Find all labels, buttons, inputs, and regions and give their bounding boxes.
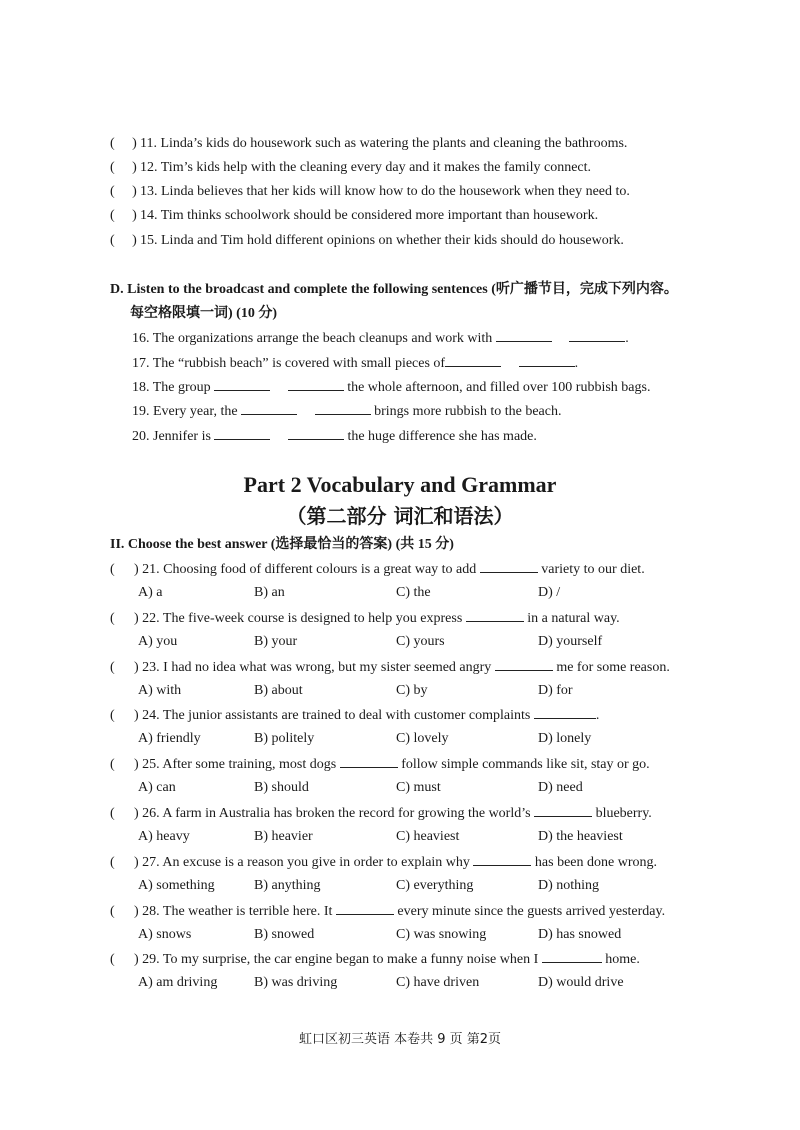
option-a[interactable]: A) something — [138, 878, 215, 893]
question-text: ) 29. To my surprise, the car engine began to make a funny noise when I — [134, 952, 539, 967]
question-text: ) 22. The five-week course is designed to help you express — [134, 611, 463, 626]
question-text-end: the whole afternoon, and filled over 100 rubbish bags. — [347, 380, 651, 395]
option-b[interactable]: B) heavier — [254, 829, 313, 844]
question-text: 20. Jennifer is — [132, 429, 211, 444]
question-19 — [132, 402, 561, 421]
option-d[interactable]: D) the heaviest — [538, 829, 623, 844]
option-c[interactable]: C) was snowing — [396, 927, 487, 942]
question-text: 15. Linda and Tim hold different opinions on whether their kids should do housework. — [140, 233, 624, 248]
question-text-end: every minute since the guests arrived yesterday. — [397, 904, 666, 919]
option-c[interactable]: C) by — [396, 683, 428, 698]
question-text: 19. Every year, the — [132, 404, 238, 419]
question-29 — [110, 950, 640, 969]
question-text: ) 23. I had no idea what was wrong, but my sister seemed angry — [134, 660, 492, 675]
question-24 — [110, 706, 599, 725]
option-d[interactable]: D) / — [538, 585, 561, 600]
answer-blank[interactable] — [214, 378, 270, 391]
question-25 — [110, 755, 650, 774]
question-11 — [110, 135, 627, 153]
question-26 — [110, 804, 652, 823]
section-d-heading: D. Listen to the broadcast and complete the following sentences (听广播节目，完成下列内容。 — [110, 282, 678, 297]
answer-bracket[interactable]: ( — [110, 806, 115, 821]
option-c[interactable]: C) lovely — [396, 731, 449, 746]
question-text-end: me for some reason. — [556, 660, 670, 675]
option-b[interactable]: B) politely — [254, 731, 315, 746]
answer-bracket[interactable]: ( — [110, 855, 115, 870]
answer-blank[interactable] — [473, 853, 531, 866]
answer-blank[interactable] — [466, 609, 524, 622]
question-text-end: has been done wrong. — [534, 855, 657, 870]
option-a[interactable]: A) you — [138, 634, 178, 649]
question-text: ) 21. Choosing food of different colours is a great way to add — [134, 562, 477, 577]
answer-blank[interactable] — [315, 402, 371, 415]
option-b[interactable]: B) your — [254, 634, 298, 649]
answer-blank[interactable] — [569, 329, 625, 342]
option-d[interactable]: D) nothing — [538, 878, 600, 893]
option-c[interactable]: C) have driven — [396, 975, 480, 990]
question-21 — [110, 560, 645, 579]
answer-bracket[interactable]: ( ) — [110, 208, 137, 223]
question-28 — [110, 902, 665, 921]
answer-blank[interactable] — [480, 560, 538, 573]
option-a[interactable]: A) friendly — [138, 731, 201, 746]
question-text-end: follow simple commands like sit, stay or go. — [401, 757, 650, 772]
question-text-end: . — [595, 708, 600, 723]
answer-bracket[interactable]: ( — [110, 904, 115, 919]
answer-bracket[interactable]: ( — [110, 660, 115, 675]
answer-blank[interactable] — [542, 950, 602, 963]
answer-blank[interactable] — [241, 402, 297, 415]
answer-bracket[interactable]: ( — [110, 952, 115, 967]
question-text: 18. The group — [132, 380, 211, 395]
option-b[interactable]: B) an — [254, 585, 285, 600]
question-14 — [110, 207, 598, 225]
option-a[interactable]: A) snows — [138, 927, 192, 942]
option-a[interactable]: A) can — [138, 780, 176, 795]
option-d[interactable]: D) would drive — [538, 975, 624, 990]
option-c[interactable]: C) yours — [396, 634, 445, 649]
part-title: Part 2 Vocabulary and Grammar — [243, 472, 557, 497]
question-27 — [110, 853, 657, 872]
answer-blank[interactable] — [288, 378, 344, 391]
question-text: 13. Linda believes that her kids will know how to do the housework when they need to. — [140, 184, 630, 199]
question-text: ) 24. The junior assistants are trained to deal with customer complaints — [134, 708, 531, 723]
option-b[interactable]: B) anything — [254, 878, 321, 893]
section-ii-heading: II. Choose the best answer (选择最恰当的答案) (共 15 分) — [110, 537, 454, 552]
option-b[interactable]: B) snowed — [254, 927, 315, 942]
option-d[interactable]: D) for — [538, 683, 573, 698]
option-c[interactable]: C) must — [396, 780, 441, 795]
answer-blank[interactable] — [445, 354, 501, 367]
option-a[interactable]: A) heavy — [138, 829, 190, 844]
option-d[interactable]: D) need — [538, 780, 583, 795]
option-b[interactable]: B) was driving — [254, 975, 338, 990]
question-23 — [110, 658, 670, 677]
option-a[interactable]: A) a — [138, 585, 163, 600]
question-text-end: home. — [605, 952, 640, 967]
answer-blank[interactable] — [288, 427, 344, 440]
question-text: 14. Tim thinks schoolwork should be considered more important than housework. — [140, 208, 599, 223]
option-d[interactable]: D) has snowed — [538, 927, 622, 942]
answer-blank[interactable] — [534, 804, 592, 817]
answer-bracket[interactable]: ( ) — [110, 184, 137, 199]
answer-bracket[interactable]: ( — [110, 611, 115, 626]
option-a[interactable]: A) with — [138, 683, 182, 698]
answer-bracket[interactable]: ( — [110, 708, 115, 723]
option-b[interactable]: B) about — [254, 683, 303, 698]
answer-bracket[interactable]: ( ) — [110, 160, 137, 175]
question-text-end: in a natural way. — [527, 611, 620, 626]
question-text-end: . — [574, 356, 579, 371]
page-footer: 虹口区初三英语 本卷共 9 页 第2页 — [298, 1032, 502, 1047]
question-17 — [132, 354, 578, 373]
option-d[interactable]: D) yourself — [538, 634, 603, 649]
question-12 — [110, 159, 591, 177]
option-a[interactable]: A) am driving — [138, 975, 218, 990]
question-15 — [110, 232, 624, 250]
answer-bracket[interactable]: ( — [110, 562, 115, 577]
question-16 — [132, 329, 629, 348]
answer-bracket[interactable]: ( ) — [110, 233, 137, 248]
question-text: ) 26. A farm in Australia has broken the record for growing the world’s — [134, 806, 531, 821]
question-text: 11. Linda’s kids do housework such as watering the plants and cleaning the bathrooms. — [140, 136, 628, 151]
answer-blank[interactable] — [214, 427, 270, 440]
option-c[interactable]: C) heaviest — [396, 829, 460, 844]
question-text: 17. The “rubbish beach” is covered with small pieces of — [132, 356, 446, 371]
question-20 — [132, 427, 537, 446]
question-18 — [132, 378, 650, 397]
answer-blank[interactable] — [519, 354, 575, 367]
question-text-end: the huge difference she has made. — [347, 429, 537, 444]
question-22 — [110, 609, 620, 628]
question-text-end: . — [625, 331, 629, 346]
part-subtitle: （第二部分 词汇和语法） — [286, 504, 514, 528]
question-text: ) 28. The weather is terrible here. It — [134, 904, 333, 919]
option-b[interactable]: B) should — [254, 780, 309, 795]
option-d[interactable]: D) lonely — [538, 731, 592, 746]
question-text: 16. The organizations arrange the beach cleanups and work with — [132, 331, 493, 346]
answer-bracket[interactable]: ( — [110, 757, 115, 772]
question-text: ) 27. An excuse is a reason you give in order to explain why — [134, 855, 470, 870]
question-text-end: blueberry. — [595, 806, 652, 821]
answer-blank[interactable] — [496, 329, 552, 342]
question-13 — [110, 183, 630, 201]
section-d-heading-note: 每空格限填一词) (10 分) — [130, 306, 277, 321]
answer-blank[interactable] — [336, 902, 394, 915]
option-c[interactable]: C) everything — [396, 878, 474, 893]
question-text: ) 25. After some training, most dogs — [134, 757, 337, 772]
answer-blank[interactable] — [340, 755, 398, 768]
question-text-end: variety to our diet. — [541, 562, 645, 577]
option-c[interactable]: C) the — [396, 585, 431, 600]
answer-blank[interactable] — [495, 658, 553, 671]
question-text-end: brings more rubbish to the beach. — [374, 404, 562, 419]
answer-blank[interactable] — [534, 706, 596, 719]
question-text: 12. Tim’s kids help with the cleaning every day and it makes the family connect. — [140, 160, 592, 175]
answer-bracket[interactable]: ( ) — [110, 136, 137, 151]
